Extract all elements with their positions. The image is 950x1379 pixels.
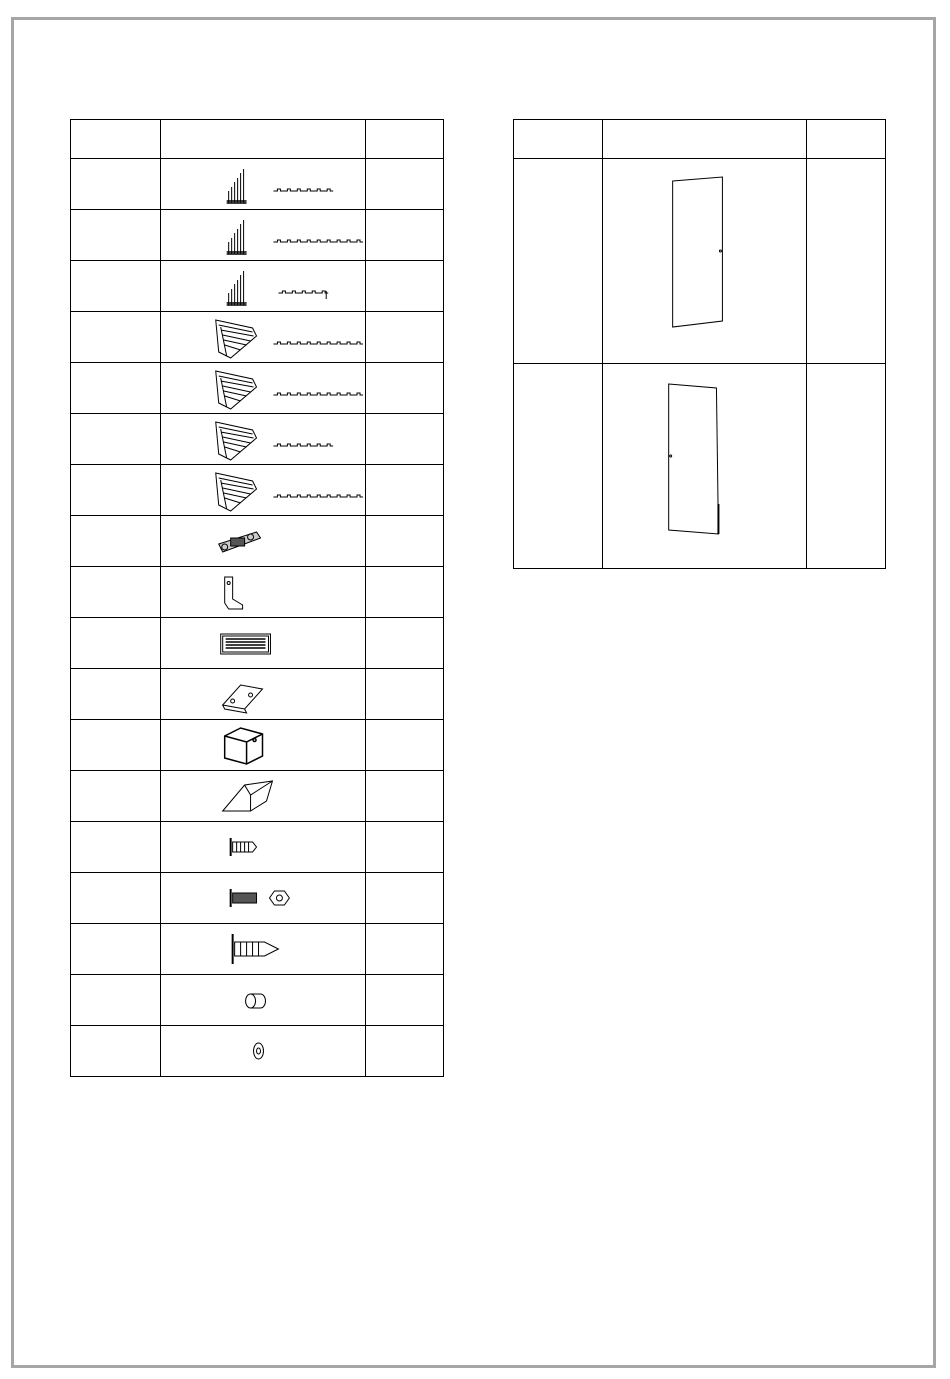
part-no-cell: [71, 210, 161, 261]
header-cell-qty: [807, 120, 886, 159]
part-no-cell: [71, 312, 161, 363]
qty-cell: [366, 312, 444, 363]
qty-cell: [366, 669, 444, 720]
part-no-cell: [71, 363, 161, 414]
hinge-bracket-icon: [161, 669, 365, 719]
illustration-cell: [161, 873, 366, 924]
large-screw-icon: [161, 924, 365, 974]
table-row: [71, 720, 444, 771]
part-no-cell: [71, 720, 161, 771]
parts-table-left: [70, 119, 444, 1077]
part-no-cell: [71, 261, 161, 312]
illustration-cell: [161, 567, 366, 618]
table-header: [71, 120, 444, 159]
washer-icon: [161, 1026, 365, 1076]
header-cell-part-no: [514, 120, 603, 159]
illustration-cell: [161, 822, 366, 873]
bolt-and-nut-icon: [161, 873, 365, 923]
part-no-cell: [71, 873, 161, 924]
table-row: [71, 1026, 444, 1077]
header-cell-illustration: [161, 120, 366, 159]
small-screw-icon: [161, 822, 365, 872]
illustration-cell: [161, 465, 366, 516]
table-row: [71, 363, 444, 414]
header-cell-part-no: [71, 120, 161, 159]
qty-cell: [366, 465, 444, 516]
table-header: [514, 120, 886, 159]
table-row: [71, 924, 444, 975]
table-row: [71, 159, 444, 210]
table-row: [71, 618, 444, 669]
part-no-cell: [71, 1026, 161, 1077]
table-row: [71, 822, 444, 873]
illustration-cell: [161, 261, 366, 312]
short-roof-panel-icon: [161, 414, 365, 464]
table-row: [514, 159, 886, 364]
ridge-roof-panel-icon: [161, 465, 365, 515]
illustration-cell: [161, 975, 366, 1026]
qty-cell: [366, 720, 444, 771]
vent-grille-icon: [161, 618, 365, 668]
qty-cell: [366, 363, 444, 414]
part-no-cell: [71, 924, 161, 975]
short-corrugated-panel-icon: [161, 159, 365, 209]
illustration-cell: [161, 924, 366, 975]
table-row: [71, 465, 444, 516]
right-door-panel-icon: [603, 364, 806, 568]
part-no-cell: [514, 364, 603, 569]
table-row: [71, 771, 444, 822]
illustration-cell: [161, 210, 366, 261]
part-no-cell: [71, 975, 161, 1026]
table-row: [514, 364, 886, 569]
illustration-cell: [161, 516, 366, 567]
part-no-cell: [71, 618, 161, 669]
spacer-icon: [161, 975, 365, 1025]
part-no-cell: [514, 159, 603, 364]
illustration-cell: [161, 669, 366, 720]
illustration-cell: [161, 618, 366, 669]
part-no-cell: [71, 567, 161, 618]
qty-cell: [807, 364, 886, 569]
table-row: [71, 414, 444, 465]
table-row: [71, 873, 444, 924]
part-no-cell: [71, 822, 161, 873]
qty-cell: [366, 873, 444, 924]
part-no-cell: [71, 159, 161, 210]
illustration-cell: [161, 159, 366, 210]
part-no-cell: [71, 669, 161, 720]
table-row: [71, 567, 444, 618]
door-guide-icon: [161, 771, 365, 821]
illustration-cell: [161, 414, 366, 465]
corner-cap-icon: [161, 720, 365, 770]
qty-cell: [366, 159, 444, 210]
table-row: [71, 975, 444, 1026]
l-bracket-icon: [161, 567, 365, 617]
long-roof-panel-icon: [161, 312, 365, 362]
qty-cell: [366, 414, 444, 465]
door-track-icon: [161, 516, 365, 566]
part-no-cell: [71, 465, 161, 516]
qty-cell: [366, 567, 444, 618]
table-row: [71, 210, 444, 261]
qty-cell: [366, 924, 444, 975]
qty-cell: [366, 516, 444, 567]
illustration-cell: [161, 720, 366, 771]
qty-cell: [366, 210, 444, 261]
corrugated-end-panel-icon: [161, 261, 365, 311]
table-row: [71, 312, 444, 363]
qty-cell: [366, 618, 444, 669]
illustration-cell: [161, 363, 366, 414]
illustration-cell: [603, 364, 807, 569]
qty-cell: [807, 159, 886, 364]
long-corrugated-panel-icon: [161, 210, 365, 260]
roof-panel-icon: [161, 363, 365, 413]
illustration-cell: [161, 771, 366, 822]
part-no-cell: [71, 414, 161, 465]
qty-cell: [366, 975, 444, 1026]
table-row: [71, 261, 444, 312]
header-cell-illustration: [603, 120, 807, 159]
qty-cell: [366, 771, 444, 822]
table-row: [71, 516, 444, 567]
part-no-cell: [71, 771, 161, 822]
qty-cell: [366, 261, 444, 312]
qty-cell: [366, 822, 444, 873]
parts-table-right: [513, 119, 886, 569]
table-row: [71, 669, 444, 720]
illustration-cell: [161, 1026, 366, 1077]
part-no-cell: [71, 516, 161, 567]
illustration-cell: [603, 159, 807, 364]
illustration-cell: [161, 312, 366, 363]
qty-cell: [366, 1026, 444, 1077]
header-cell-qty: [366, 120, 444, 159]
left-door-panel-icon: [603, 159, 806, 363]
